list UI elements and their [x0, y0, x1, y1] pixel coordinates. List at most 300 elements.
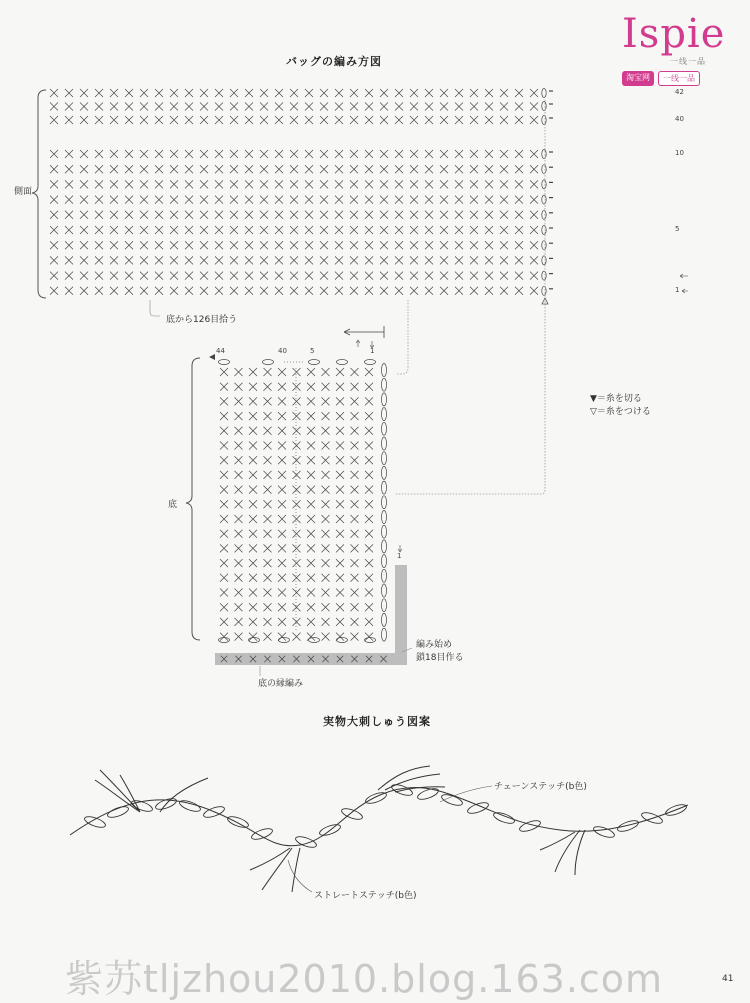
single-crochet-mark: [485, 211, 493, 219]
single-crochet-mark: [264, 456, 272, 464]
join-line: [395, 100, 545, 494]
single-crochet-mark: [220, 544, 228, 552]
single-crochet-mark: [249, 589, 257, 597]
single-crochet-mark: [200, 165, 208, 173]
chain-leaf: [83, 814, 106, 829]
single-crochet-mark: [140, 196, 148, 204]
single-crochet-mark: [530, 116, 538, 124]
single-crochet-mark: [65, 287, 73, 295]
single-crochet-mark: [440, 211, 448, 219]
single-crochet-mark: [335, 241, 343, 249]
single-crochet-mark: [278, 559, 286, 567]
single-crochet-mark: [140, 180, 148, 188]
single-crochet-mark: [170, 226, 178, 234]
single-crochet-mark: [307, 544, 315, 552]
single-crochet-mark: [395, 116, 403, 124]
single-crochet-mark: [290, 196, 298, 204]
single-crochet-mark: [395, 165, 403, 173]
single-crochet-mark: [95, 196, 103, 204]
single-crochet-mark: [485, 226, 493, 234]
single-crochet-mark: [293, 397, 301, 405]
single-crochet-mark: [249, 603, 257, 611]
up-arrow-icon: [356, 340, 360, 347]
single-crochet-mark: [200, 256, 208, 264]
single-crochet-mark: [530, 150, 538, 158]
single-crochet-mark: [500, 116, 508, 124]
single-crochet-mark: [278, 603, 286, 611]
single-crochet-mark: [278, 412, 286, 420]
single-crochet-mark: [50, 103, 58, 111]
single-crochet-mark: [455, 287, 463, 295]
chain-stitch-mark: [542, 210, 546, 219]
single-crochet-mark: [220, 574, 228, 582]
single-crochet-mark: [200, 180, 208, 188]
single-crochet-mark: [110, 272, 118, 280]
chain-stitch-mark: [382, 408, 387, 421]
single-crochet-mark: [365, 397, 373, 405]
single-crochet-mark: [170, 165, 178, 173]
single-crochet-mark: [220, 368, 228, 376]
brand-tag-yixian: 一线一品: [658, 71, 700, 86]
single-crochet-mark: [410, 196, 418, 204]
single-crochet-mark: [50, 196, 58, 204]
single-crochet-mark: [230, 256, 238, 264]
chain-stitch-mark: [382, 569, 387, 582]
single-crochet-mark: [170, 89, 178, 97]
single-crochet-mark: [455, 103, 463, 111]
single-crochet-mark: [260, 226, 268, 234]
single-crochet-mark: [350, 226, 358, 234]
single-crochet-mark: [65, 272, 73, 280]
single-crochet-mark: [264, 486, 272, 494]
single-crochet-mark: [336, 633, 344, 641]
single-crochet-mark: [322, 544, 330, 552]
single-crochet-mark: [410, 272, 418, 280]
single-crochet-mark: [264, 368, 272, 376]
single-crochet-mark: [470, 211, 478, 219]
single-crochet-mark: [110, 256, 118, 264]
join-line-2: [396, 300, 408, 374]
single-crochet-mark: [365, 618, 373, 626]
single-crochet-mark: [380, 180, 388, 188]
single-crochet-mark: [260, 272, 268, 280]
single-crochet-mark: [322, 456, 330, 464]
single-crochet-mark: [215, 180, 223, 188]
single-crochet-mark: [140, 256, 148, 264]
single-crochet-mark: [230, 89, 238, 97]
single-crochet-mark: [336, 412, 344, 420]
single-crochet-mark: [230, 196, 238, 204]
single-crochet-mark: [336, 471, 344, 479]
single-crochet-mark: [380, 89, 388, 97]
embroidery-title: 実物大刺しゅう図案: [323, 715, 431, 728]
single-crochet-mark: [365, 603, 373, 611]
single-crochet-mark: [365, 116, 373, 124]
chain-leaf: [592, 824, 615, 839]
single-crochet-mark: [440, 180, 448, 188]
single-crochet-mark: [395, 256, 403, 264]
single-crochet-mark: [264, 603, 272, 611]
single-crochet-mark: [249, 486, 257, 494]
single-crochet-mark: [264, 442, 272, 450]
single-crochet-mark: [365, 559, 373, 567]
single-crochet-mark: [264, 618, 272, 626]
single-crochet-mark: [264, 500, 272, 508]
single-crochet-mark: [275, 180, 283, 188]
single-crochet-mark: [215, 211, 223, 219]
single-crochet-mark: [275, 226, 283, 234]
single-crochet-mark: [395, 226, 403, 234]
single-crochet-mark: [249, 633, 257, 641]
single-crochet-mark: [293, 530, 301, 538]
single-crochet-mark: [305, 226, 313, 234]
single-crochet-mark: [290, 180, 298, 188]
single-crochet-mark: [220, 427, 228, 435]
single-crochet-mark: [200, 226, 208, 234]
single-crochet-mark: [305, 89, 313, 97]
single-crochet-mark: [220, 412, 228, 420]
single-crochet-mark: [305, 165, 313, 173]
single-crochet-mark: [530, 165, 538, 173]
single-crochet-mark: [485, 180, 493, 188]
single-crochet-mark: [65, 241, 73, 249]
single-crochet-mark: [485, 103, 493, 111]
single-crochet-mark: [140, 272, 148, 280]
single-crochet-mark: [235, 397, 243, 405]
single-crochet-mark: [140, 211, 148, 219]
single-crochet-mark: [50, 211, 58, 219]
single-crochet-mark: [307, 559, 315, 567]
single-crochet-mark: [278, 633, 286, 641]
single-crochet-mark: [351, 500, 359, 508]
single-crochet-mark: [220, 589, 228, 597]
single-crochet-mark: [235, 412, 243, 420]
single-crochet-mark: [65, 226, 73, 234]
single-crochet-mark: [220, 559, 228, 567]
single-crochet-mark: [380, 241, 388, 249]
single-crochet-mark: [410, 89, 418, 97]
single-crochet-mark: [365, 589, 373, 597]
single-crochet-mark: [425, 272, 433, 280]
single-crochet-mark: [530, 211, 538, 219]
single-crochet-mark: [293, 383, 301, 391]
single-crochet-mark: [335, 180, 343, 188]
single-crochet-mark: [185, 150, 193, 158]
single-crochet-mark: [500, 287, 508, 295]
single-crochet-mark: [245, 287, 253, 295]
side-row-40: 40: [675, 115, 684, 123]
single-crochet-mark: [155, 256, 163, 264]
single-crochet-mark: [365, 196, 373, 204]
single-crochet-mark: [50, 165, 58, 173]
single-crochet-mark: [307, 574, 315, 582]
single-crochet-mark: [440, 150, 448, 158]
chain-leaf: [518, 818, 541, 833]
single-crochet-mark: [365, 103, 373, 111]
single-crochet-mark: [65, 116, 73, 124]
single-crochet-mark: [322, 427, 330, 435]
single-crochet-mark: [230, 211, 238, 219]
chain-stitch-mark: [542, 195, 546, 204]
single-crochet-mark: [170, 196, 178, 204]
side-stitch-grid-bottom: [50, 150, 538, 295]
single-crochet-mark: [220, 471, 228, 479]
single-crochet-mark: [335, 89, 343, 97]
single-crochet-mark: [290, 211, 298, 219]
single-crochet-mark: [351, 618, 359, 626]
single-crochet-mark: [380, 226, 388, 234]
single-crochet-mark: [290, 89, 298, 97]
chain-stitch-mark: [382, 466, 387, 479]
single-crochet-mark: [260, 287, 268, 295]
single-crochet-mark: [470, 196, 478, 204]
single-crochet-mark: [380, 103, 388, 111]
single-crochet-mark: [351, 530, 359, 538]
single-crochet-mark: [470, 150, 478, 158]
chain-stitch-mark: [542, 180, 546, 189]
single-crochet-mark: [65, 180, 73, 188]
bottom-row-1: 1: [397, 552, 402, 560]
single-crochet-mark: [185, 226, 193, 234]
single-crochet-mark: [351, 397, 359, 405]
single-crochet-mark: [275, 196, 283, 204]
single-crochet-mark: [336, 530, 344, 538]
single-crochet-mark: [125, 103, 133, 111]
single-crochet-mark: [455, 180, 463, 188]
single-crochet-mark: [215, 272, 223, 280]
single-crochet-mark: [235, 618, 243, 626]
single-crochet-mark: [264, 574, 272, 582]
single-crochet-mark: [440, 165, 448, 173]
single-crochet-mark: [307, 456, 315, 464]
single-crochet-mark: [320, 116, 328, 124]
single-crochet-mark: [365, 471, 373, 479]
single-crochet-mark: [530, 272, 538, 280]
single-crochet-mark: [110, 211, 118, 219]
single-crochet-mark: [245, 241, 253, 249]
single-crochet-mark: [200, 150, 208, 158]
single-crochet-mark: [95, 241, 103, 249]
single-crochet-mark: [249, 442, 257, 450]
chain-stitch-mark: [382, 599, 387, 612]
single-crochet-mark: [515, 180, 523, 188]
single-crochet-mark: [322, 559, 330, 567]
single-crochet-mark: [260, 196, 268, 204]
single-crochet-mark: [365, 368, 373, 376]
single-crochet-mark: [275, 272, 283, 280]
single-crochet-mark: [485, 241, 493, 249]
single-crochet-mark: [264, 589, 272, 597]
single-crochet-mark: [249, 368, 257, 376]
single-crochet-mark: [215, 241, 223, 249]
single-crochet-mark: [320, 272, 328, 280]
single-crochet-mark: [530, 180, 538, 188]
chain-leaf: [178, 798, 201, 813]
single-crochet-mark: [235, 589, 243, 597]
single-crochet-mark: [50, 287, 58, 295]
single-crochet-mark: [515, 256, 523, 264]
single-crochet-mark: [440, 226, 448, 234]
single-crochet-mark: [80, 103, 88, 111]
single-crochet-mark: [278, 589, 286, 597]
single-crochet-mark: [350, 180, 358, 188]
single-crochet-mark: [249, 574, 257, 582]
single-crochet-mark: [322, 397, 330, 405]
single-crochet-mark: [485, 196, 493, 204]
single-crochet-mark: [125, 226, 133, 234]
single-crochet-mark: [275, 256, 283, 264]
single-crochet-mark: [440, 103, 448, 111]
chain-stitch-mark: [542, 256, 546, 265]
single-crochet-mark: [351, 427, 359, 435]
single-crochet-mark: [275, 103, 283, 111]
single-crochet-mark: [278, 427, 286, 435]
single-crochet-mark: [290, 150, 298, 158]
single-crochet-mark: [293, 412, 301, 420]
single-crochet-mark: [305, 211, 313, 219]
single-crochet-mark: [140, 103, 148, 111]
chain-leaf: [226, 814, 249, 829]
single-crochet-mark: [293, 368, 301, 376]
single-crochet-mark: [395, 89, 403, 97]
single-crochet-mark: [455, 272, 463, 280]
single-crochet-mark: [278, 530, 286, 538]
single-crochet-mark: [95, 211, 103, 219]
single-crochet-mark: [95, 287, 103, 295]
single-crochet-mark: [380, 287, 388, 295]
single-crochet-mark: [220, 515, 228, 523]
single-crochet-mark: [293, 456, 301, 464]
single-crochet-mark: [293, 515, 301, 523]
single-crochet-mark: [455, 165, 463, 173]
single-crochet-mark: [235, 442, 243, 450]
single-crochet-mark: [80, 226, 88, 234]
chain-leaf: [294, 834, 317, 849]
chain-leaf: [364, 790, 387, 805]
single-crochet-mark: [351, 368, 359, 376]
single-crochet-mark: [140, 150, 148, 158]
single-crochet-mark: [220, 442, 228, 450]
single-crochet-mark: [410, 256, 418, 264]
pattern-title: バッグの編み方図: [286, 55, 382, 68]
single-crochet-mark: [200, 272, 208, 280]
single-crochet-mark: [336, 456, 344, 464]
single-crochet-mark: [245, 103, 253, 111]
single-crochet-mark: [185, 287, 193, 295]
single-crochet-mark: [335, 196, 343, 204]
single-crochet-mark: [455, 116, 463, 124]
single-crochet-mark: [380, 150, 388, 158]
single-crochet-mark: [293, 633, 301, 641]
single-crochet-mark: [440, 241, 448, 249]
chain-stitch-mark: [382, 540, 387, 553]
single-crochet-mark: [249, 383, 257, 391]
single-crochet-mark: [50, 241, 58, 249]
single-crochet-mark: [365, 574, 373, 582]
single-crochet-mark: [155, 196, 163, 204]
single-crochet-mark: [249, 530, 257, 538]
chain-leaf: [492, 810, 515, 825]
single-crochet-mark: [278, 397, 286, 405]
single-crochet-mark: [515, 272, 523, 280]
single-crochet-mark: [470, 241, 478, 249]
single-crochet-mark: [322, 486, 330, 494]
single-crochet-mark: [307, 618, 315, 626]
single-crochet-mark: [485, 287, 493, 295]
single-crochet-mark: [235, 427, 243, 435]
single-crochet-mark: [365, 287, 373, 295]
single-crochet-mark: [307, 412, 315, 420]
single-crochet-mark: [220, 530, 228, 538]
single-crochet-mark: [215, 196, 223, 204]
single-crochet-mark: [260, 165, 268, 173]
single-crochet-mark: [365, 530, 373, 538]
chain-stitch-mark: [309, 360, 320, 365]
single-crochet-mark: [293, 442, 301, 450]
single-crochet-mark: [264, 530, 272, 538]
single-crochet-mark: [200, 211, 208, 219]
chain-stitch-label: チェーンステッチ(b色): [494, 782, 587, 792]
single-crochet-mark: [440, 256, 448, 264]
bottom-bracket: [186, 358, 200, 640]
bottom-label: 底: [168, 500, 178, 510]
side-label: 側面: [14, 187, 33, 197]
single-crochet-mark: [245, 226, 253, 234]
single-crochet-mark: [65, 256, 73, 264]
single-crochet-mark: [235, 559, 243, 567]
single-crochet-mark: [350, 256, 358, 264]
single-crochet-mark: [305, 287, 313, 295]
single-crochet-mark: [500, 272, 508, 280]
single-crochet-mark: [110, 89, 118, 97]
single-crochet-mark: [125, 196, 133, 204]
single-crochet-mark: [500, 103, 508, 111]
single-crochet-mark: [275, 116, 283, 124]
single-crochet-mark: [95, 89, 103, 97]
single-crochet-mark: [365, 272, 373, 280]
single-crochet-mark: [322, 589, 330, 597]
single-crochet-mark: [365, 180, 373, 188]
single-crochet-mark: [125, 165, 133, 173]
single-crochet-mark: [260, 103, 268, 111]
single-crochet-mark: [455, 150, 463, 158]
single-crochet-mark: [278, 544, 286, 552]
watermark: 紫苏tljzhou2010.blog.163.com: [65, 957, 664, 1001]
single-crochet-mark: [335, 103, 343, 111]
single-crochet-mark: [307, 515, 315, 523]
single-crochet-mark: [410, 165, 418, 173]
single-crochet-mark: [515, 196, 523, 204]
single-crochet-mark: [249, 397, 257, 405]
side-row-10: 10: [675, 149, 684, 157]
single-crochet-mark: [215, 150, 223, 158]
single-crochet-mark: [305, 103, 313, 111]
single-crochet-mark: [365, 211, 373, 219]
single-crochet-mark: [249, 515, 257, 523]
row-arrow-left-icon: [680, 274, 688, 278]
straight-leader-line: [288, 860, 312, 892]
single-crochet-mark: [50, 272, 58, 280]
single-crochet-mark: [410, 180, 418, 188]
single-crochet-mark: [336, 603, 344, 611]
single-crochet-mark: [336, 500, 344, 508]
single-crochet-mark: [425, 180, 433, 188]
single-crochet-mark: [185, 196, 193, 204]
bottom-foundation-chain: [219, 360, 387, 643]
single-crochet-mark: [500, 180, 508, 188]
single-crochet-mark: [515, 287, 523, 295]
single-crochet-mark: [264, 427, 272, 435]
